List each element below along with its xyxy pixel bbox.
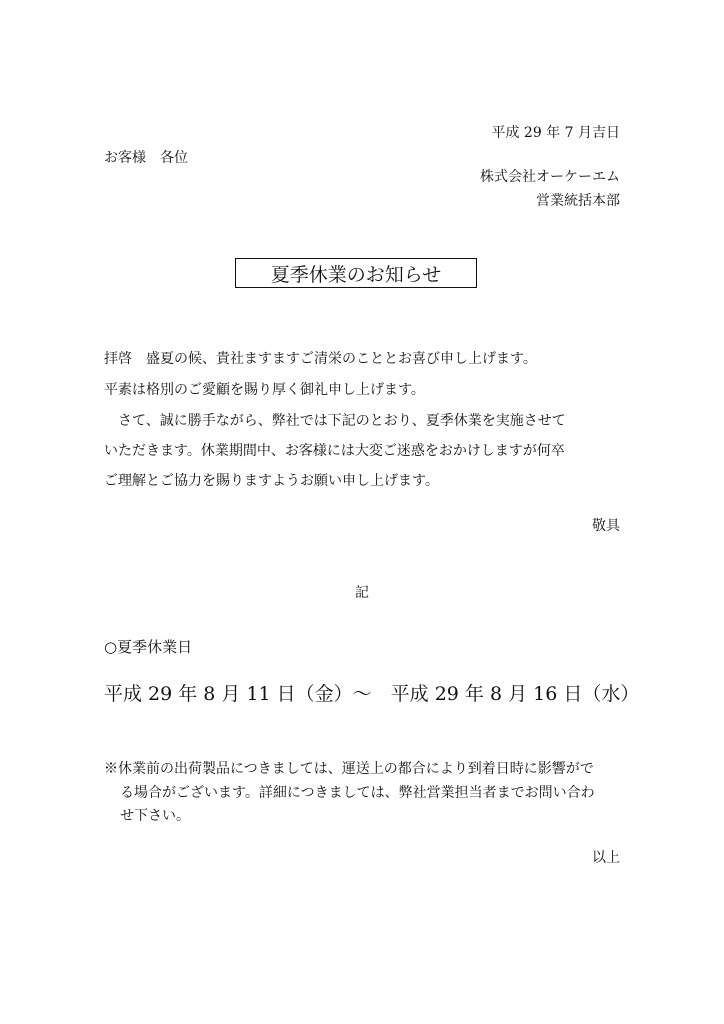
note-line-1: ※休業前の出荷製品につきましては、運送上の都合により到着日時に影響がで — [104, 761, 594, 777]
ki-heading: 記 — [355, 585, 369, 601]
sender-company: 株式会社オーケーエム — [480, 169, 620, 185]
note-line-3: せ下さい。 — [120, 808, 190, 824]
document-date: 平成 29 年 7 月吉日 — [491, 125, 620, 141]
closing-keigu: 敬具 — [592, 518, 620, 534]
note-line-2: る場合がございます。詳細につきましては、弊社営業担当者までお問い合わ — [120, 785, 595, 801]
sender-department: 営業統括本部 — [536, 193, 620, 209]
recipient-line: お客様 各位 — [104, 150, 188, 166]
holiday-period: 平成 29 年 8 月 11 日（金）～ 平成 29 年 8 月 16 日（水） — [104, 683, 640, 705]
document-title: 夏季休業のお知らせ — [270, 263, 442, 286]
body-line-announcement-1: さて、誠に勝手ながら、弊社では下記のとおり、夏季休業を実施させて — [104, 413, 566, 429]
body-line-greeting: 拝啓 盛夏の候、貴社ますますご清栄のこととお喜び申し上げます。 — [104, 351, 537, 367]
body-line-announcement-3: ご理解とご協力を賜りますようお願い申し上げます。 — [104, 473, 439, 489]
document-title-box — [235, 258, 477, 288]
body-line-announcement-2: いただきます。休業期間中、お客様には大変ご迷惑をおかけしますが何卒 — [104, 443, 565, 459]
holiday-label: ○夏季休業日 — [104, 638, 193, 656]
closing-ijou: 以上 — [592, 850, 620, 866]
body-line-thanks: 平素は格別のご愛顧を賜り厚く御礼申し上げます。 — [104, 382, 425, 398]
